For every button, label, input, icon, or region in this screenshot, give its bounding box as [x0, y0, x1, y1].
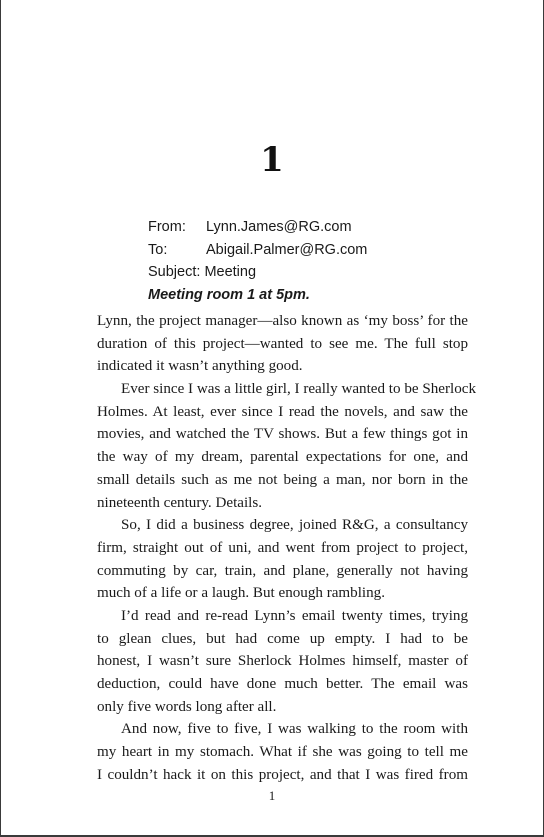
text-line: much of a life or a laugh. But enough rambling.: [97, 585, 385, 602]
email-body: Meeting room 1 at 5pm.: [148, 286, 310, 303]
story-text: [97, 310, 476, 786]
email-from-value: Lynn.James@RG.com: [206, 219, 352, 235]
email-from-row: [148, 216, 367, 239]
text-line: deduction, could have done much better. The email was: [97, 676, 468, 692]
text-line: duration of this project—wanted to see me. The full stop: [97, 335, 468, 352]
email-to-row: [148, 239, 367, 262]
text-line: Holmes. At least, ever since I read the novels, and saw the: [97, 403, 468, 420]
email-from-label: From:: [148, 219, 186, 235]
text-line: nineteenth century. Details.: [97, 494, 262, 511]
text-line: commuting by car, train, and plane, generally not having: [97, 562, 468, 579]
text-line: indicated it wasn’t anything good.: [97, 358, 303, 375]
text-line: firm, straight out of uni, and went from project to project,: [97, 539, 468, 556]
text-line: I’d read and re-read Lynn’s email twenty times, trying: [121, 607, 468, 624]
text-line: my heart in my stomach. What if she was going to tell me: [97, 744, 468, 761]
text-line: honest, I wasn’t sure Sherlock Holmes himself, master of: [97, 653, 468, 670]
text-line: small details such as me not being a man, nor born in the: [97, 471, 468, 488]
email-subject-value: Meeting: [204, 264, 257, 280]
email-subject-label: Subject:: [148, 264, 201, 280]
text-line: And now, five to five, I was walking to the room with: [121, 721, 468, 738]
chapter-number: 1: [260, 140, 284, 180]
text-line: Lynn, the project manager—also known as ‘my boss’ for the: [97, 313, 468, 329]
text-line: to glean clues, but had come up empty. I had to be: [97, 630, 468, 647]
text-line: So, I did a business degree, joined R&G, a consultancy: [121, 517, 468, 534]
text-line: movies, and watched the TV shows. But a few things got in: [97, 426, 468, 443]
text-line: Ever since I was a little girl, I really wanted to be Sherlock: [121, 381, 476, 398]
email-to-value: Abigail.Palmer@RG.com: [206, 241, 368, 258]
text-line: I couldn’t hack it on this project, and that I was fired from: [97, 766, 468, 783]
text-line: only five words long after all.: [97, 698, 277, 715]
email-to-label: To:: [148, 241, 168, 258]
email-subject-row: [148, 261, 367, 284]
page-number: 1: [268, 788, 276, 803]
email-excerpt: [148, 216, 367, 306]
text-line: the way of my dream, parental expectations for one, and: [97, 449, 468, 466]
